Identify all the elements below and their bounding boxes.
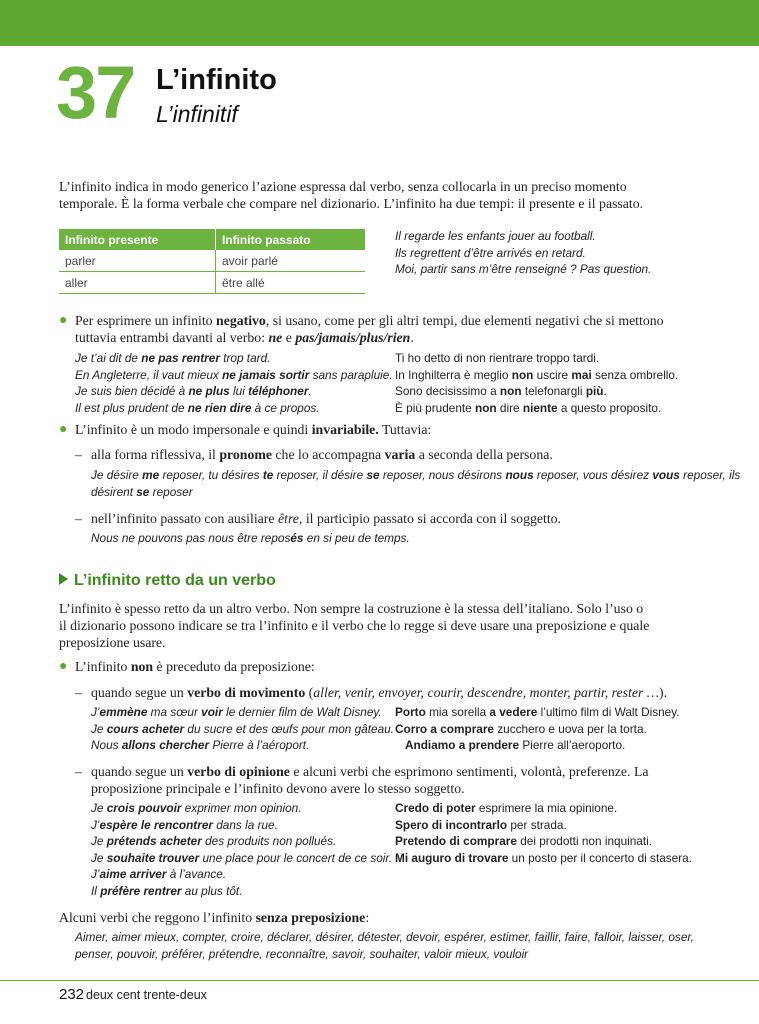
example-line: Spero di incontrarlo per strada. (395, 817, 567, 832)
table-row (59, 250, 365, 272)
intro-line: L’infinito indica in modo generico l’azione espressa dal verbo, senza collocarla in un preciso momento (59, 179, 627, 194)
example-line: Corro a comprare zucchero e uova per la torta. (395, 721, 647, 736)
opinion-fr-examples (91, 800, 392, 899)
without-prep-intro: Alcuni verbi che reggono l’infinito senza preposizione: (59, 910, 370, 925)
example-line: Je prétends acheter des produits non pollués. (91, 834, 337, 848)
bullet-icon: ● (59, 313, 68, 328)
example-line: Il regarde les enfants jouer au football. (395, 229, 596, 243)
table-header-row (59, 229, 365, 250)
table-cell: parler (59, 250, 215, 272)
page-number: 232 (59, 986, 85, 1003)
example-line: È più prudente non dire niente a questo proposito. (395, 400, 662, 415)
verb-list-line: penser, pouvoir, préférer, prétendre, reconnaître, savoir, souhaiter, valoir mieux, vouloir (75, 946, 529, 961)
table-cell: aller (59, 272, 215, 294)
example-line: Ti ho detto di non rientrare troppo tardi. (395, 351, 600, 365)
example-line: Je crois pouvoir exprimer mon opinion. (91, 801, 302, 815)
movement-fr-examples (91, 704, 394, 754)
movement-rule: quando segue un verbo di movimento (aller, venir, envoyer, courir, descendre, monter, partir, rester …). (91, 685, 668, 700)
intro-line: temporale. È la forma verbale che compare nel dizionario. L’infinito ha due tempi: il presente e il passato. (59, 196, 644, 211)
dash: – (75, 685, 82, 700)
bullet-icon: ● (59, 659, 68, 674)
opinion-rule: quando segue un verbo di opinione e alcuni verbi che esprimono sentimenti, volontà, preferenze. La proposizione principale e l’infinito devono avere lo stesso soggetto. (91, 764, 649, 796)
invariable-paragraph: L’infinito è un modo impersonale e quindi invariabile. Tuttavia: (75, 422, 432, 437)
reflexive-example (91, 467, 740, 500)
table-row (59, 272, 365, 294)
example-line: Ils regrettent d’être arrivés en retard. (395, 245, 586, 260)
section-heading: L’infinito retto da un verbo (59, 572, 276, 590)
movement-it-examples (395, 704, 680, 754)
tenses-table (59, 229, 365, 294)
dash: – (75, 447, 82, 462)
example-line: Il préfère rentrer au plus tôt. (91, 883, 243, 898)
example-line: Sono decisissimo a non telefonargli più. (395, 384, 607, 398)
negative-it-examples (395, 350, 678, 416)
page-number-words: deux cent trente-deux (86, 988, 207, 1002)
table-header: Infinito passato (215, 229, 365, 250)
example-line: Andiamo a prendere Pierre all’aeroporto. (405, 738, 626, 752)
table-examples (395, 228, 651, 278)
chapter-subtitle: L’infinitif (156, 101, 238, 127)
past-example (91, 530, 410, 547)
example-line: In Inghilterra è meglio non uscire mai senza ombrello. (395, 367, 679, 382)
dash: – (75, 511, 82, 526)
negative-fr-examples (75, 350, 393, 416)
example-line: Je suis bien décidé à ne plus lui téléphoner. (75, 384, 312, 398)
bullet-icon: ● (59, 422, 68, 437)
example-line: J’espère le rencontrer dans la rue. (91, 817, 278, 832)
example-line: Je souhaite trouver une place pour le concert de ce soir. (91, 850, 393, 865)
section-paragraph: L’infinito è spesso retto da un altro verbo. Non sempre la costruzione è la stessa dell’italiano. Solo l’uso o il dizionario possono indicare se tra l’infinito e il verbo che lo regge si deve usare una preposizione e quale preposizione usare. (59, 601, 650, 650)
chapter-number: 37 (56, 51, 135, 134)
example-line: Porto mia sorella a vedere l’ultimo film di Walt Disney. (395, 705, 680, 719)
opinion-it-examples (395, 800, 692, 866)
past-rule: nell’infinito passato con ausiliare être, il participio passato si accorda con il soggetto. (91, 511, 561, 526)
negative-paragraph: Per esprimere un infinito negativo, si usano, come per gli altri tempi, due elementi negativi che si mettono tuttavia entrambi davanti al verbo: ne e pas/jamais/plus/rien. (75, 313, 664, 345)
example-line: Mi auguro di trovare un posto per il concerto di stasera. (395, 850, 693, 865)
no-prep-intro: L’infinito non è preceduto da preposizione: (75, 659, 315, 674)
chapter-title: L’infinito (156, 64, 277, 96)
example-line: En Angleterre, il vaut mieux ne jamais sortir sans parapluie. (75, 367, 393, 382)
reflexive-rule: alla forma riflessiva, il pronome che lo accompagna varia a seconda della persona. (91, 447, 553, 462)
example-line: Moi, partir sans m’être renseigné ? Pas question. (395, 262, 652, 276)
without-prep-verbs (75, 929, 694, 962)
table-cell: être allé (215, 272, 365, 294)
table-header: Infinito presente (59, 229, 215, 250)
table-cell: avoir parlé (215, 250, 365, 272)
example-line: Je désire me reposer, tu désires te reposer, il désire se reposer, nous désirons nous reposer, vous désirez vous reposer, ils (91, 468, 741, 482)
footer-rule (0, 980, 759, 981)
example-line: Pretendo di comprare dei prodotti non inquinati. (395, 834, 653, 848)
dash: – (75, 764, 82, 779)
example-line: Il est plus prudent de ne rien dire à ce propos. (75, 400, 320, 415)
example-line: désirent se reposer (91, 484, 193, 499)
triangle-icon (59, 573, 68, 585)
intro-paragraph (59, 178, 699, 212)
example-line: J’emmène ma sœur voir le dernier film de Walt Disney. (91, 705, 382, 719)
example-line: Je cours acheter du sucre et des œufs pour mon gâteau. (91, 721, 394, 736)
verb-list-line: Aimer, aimer mieux, compter, croire, déclarer, désirer, détester, devoir, espérer, estimer, faillir, faire, falloir, laisser, oser, (75, 930, 694, 944)
example-line: J’aime arriver à l’avance. (91, 867, 227, 881)
example-line: Nous allons chercher Pierre à l’aéroport. (91, 738, 310, 752)
top-color-band (0, 0, 759, 46)
example-line: Nous ne pouvons pas nous être reposés en si peu de temps. (91, 531, 410, 545)
example-line: Je t’ai dit de ne pas rentrer trop tard. (75, 351, 271, 365)
example-line: Credo di poter esprimere la mia opinione. (395, 801, 618, 815)
